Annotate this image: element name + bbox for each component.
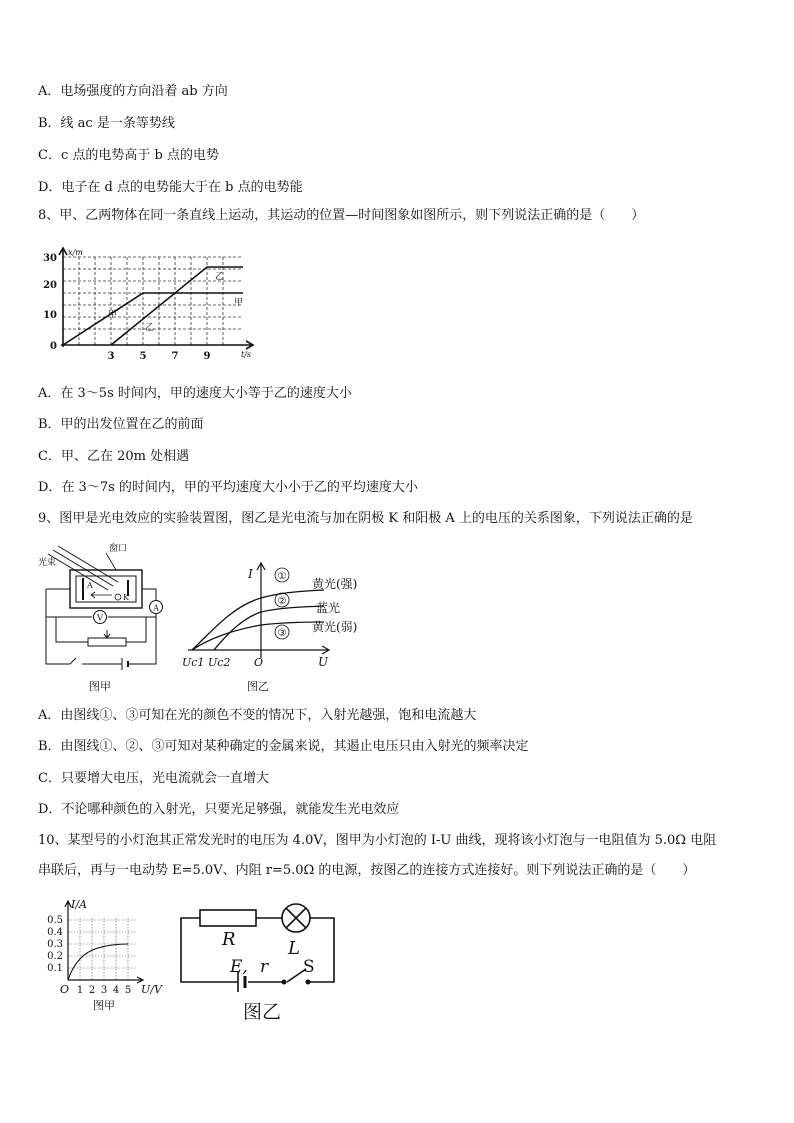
q10-ytick-0.3: 0.3: [47, 939, 63, 950]
q9-option-d: D．不论哪种颜色的入射光，只要光足够强，就能发生光电效应: [38, 802, 400, 817]
q10-internal-resistance-label: r: [260, 957, 269, 977]
q9-option-c: C．只要增大电压，光电流就会一直增大: [38, 771, 269, 786]
q8-line-label-yi-1: 乙: [145, 323, 155, 333]
q8-line-label-jia-2: 甲: [234, 298, 244, 308]
q8-position-time-graph: [38, 245, 263, 367]
q7-option-d: D．电子在 d 点的电势能大于在 b 点的电势能: [38, 180, 303, 195]
q7-option-a: A．电场强度的方向沿着 ab 方向: [38, 84, 228, 99]
q7-option-b: B．线 ac 是一条等势线: [38, 116, 175, 131]
q9-window-label: 窗口: [109, 544, 128, 554]
q7-option-c: C．c 点的电势高于 b 点的电势: [38, 148, 219, 163]
q9-i-axis-label: I: [248, 567, 253, 581]
q8-option-c: C．甲、乙在 20m 处相遇: [38, 449, 190, 464]
q10-y-axis-label: I/A: [71, 898, 87, 911]
q8-option-a: A．在 3～5s 时间内，甲的速度大小等于乙的速度大小: [38, 386, 352, 401]
q8-x-axis-label: t/s: [241, 350, 252, 359]
q9-curve1-label: 黄光(强): [312, 577, 358, 591]
q9-option-b: B．由图线①、②、③可知对某种确定的金属来说，其遏止电压只由入射光的频率决定: [38, 739, 529, 754]
q8-y-axis-label: x/m: [68, 248, 83, 257]
q8-ytick-0: 0: [50, 341, 57, 352]
q9-photoelectric-apparatus: [36, 540, 164, 695]
q10-xtick-1: 1: [76, 985, 84, 996]
q9-curve2-number: ②: [277, 596, 287, 607]
q9-uc1-label: Uc1: [182, 656, 205, 669]
q10-xtick-3: 3: [100, 985, 108, 996]
q10-resistor-label: R: [222, 929, 236, 950]
q9-curve2-label: 蓝光: [316, 601, 341, 615]
q8-line-label-yi-2: 乙: [215, 272, 225, 282]
q9-curve3-label: 黄光(弱): [312, 620, 358, 634]
q10-xtick-5: 5: [124, 985, 132, 996]
q9-curve3-number: ③: [277, 628, 287, 639]
q10-xtick-2: 2: [88, 985, 96, 996]
q8-option-b: B．甲的出发位置在乙的前面: [38, 417, 204, 432]
q9-ammeter: A: [153, 603, 159, 613]
q8-ytick-10: 10: [43, 310, 57, 321]
q9-current-voltage-graph: [178, 558, 378, 695]
q9-u-axis-label: U: [318, 655, 329, 669]
q10-ytick-0.4: 0.4: [47, 927, 63, 938]
q9-stem: 9、图甲是光电效应的实验装置图，图乙是光电流与加在阴极 K 和阳极 A 上的电压的关系图象，下列说法正确的是: [38, 511, 693, 526]
q8-xtick-9: 9: [203, 351, 211, 362]
q10-lamp-label: L: [288, 938, 300, 959]
q9-uc2-label: Uc2: [208, 656, 231, 669]
q10-origin-label: O: [60, 983, 70, 996]
q9-origin-label: O: [254, 656, 264, 669]
q8-ytick-30: 30: [43, 253, 57, 264]
q9-fig-jia-caption: 图甲: [89, 680, 111, 693]
q10-fig-yi-caption: 图乙: [242, 1001, 282, 1023]
q8-xtick-3: 3: [107, 351, 115, 362]
q9-option-a: A．由图线①、③可知在光的颜色不变的情况下，入射光越强，饱和电流越大: [38, 708, 477, 723]
q10-xtick-4: 4: [112, 985, 120, 996]
q9-fig-yi-caption: 图乙: [247, 680, 269, 693]
q10-circuit-diagram: [176, 898, 356, 1023]
q8-stem: 8、甲、乙两物体在同一条直线上运动，其运动的位置—时间图象如图所示，则下列说法正确的是（ ）: [38, 208, 645, 223]
q9-anode-label: A: [87, 581, 93, 590]
q8-xtick-7: 7: [171, 351, 179, 362]
q10-ytick-0.2: 0.2: [47, 951, 63, 962]
q10-switch-label: S: [303, 957, 315, 977]
q8-line-label-jia-1: 甲: [108, 310, 118, 320]
q10-fig-jia-caption: 图甲: [93, 999, 115, 1012]
q10-x-axis-label: U/V: [141, 983, 162, 996]
q10-stem-line1: 10、某型号的小灯泡其正常发光时的电压为 4.0V，图甲为小灯泡的 I-U 曲线，现将该小灯泡与一电阻值为 5.0Ω 电阻: [38, 833, 717, 848]
q8-option-d: D．在 3～7s 的时间内，甲的平均速度大小小于乙的平均速度大小: [38, 480, 418, 495]
q10-ytick-0.1: 0.1: [47, 963, 63, 974]
q10-emf-label: E,: [230, 957, 248, 977]
q9-cathode-label: K: [123, 593, 129, 602]
q9-curve1-number: ①: [277, 571, 287, 582]
q10-iu-curve-graph: [40, 896, 170, 1021]
q10-stem-line2: 串联后，再与一电动势 E=5.0V、内阻 r=5.0Ω 的电源，按图乙的连接方式连接好。则下列说法正确的是（ ）: [38, 863, 696, 878]
q9-voltmeter: V: [97, 613, 103, 623]
q9-beam-label: 光束: [38, 558, 57, 568]
q8-ytick-20: 20: [43, 280, 57, 291]
q8-xtick-5: 5: [139, 351, 147, 362]
q10-ytick-0.5: 0.5: [47, 915, 63, 926]
